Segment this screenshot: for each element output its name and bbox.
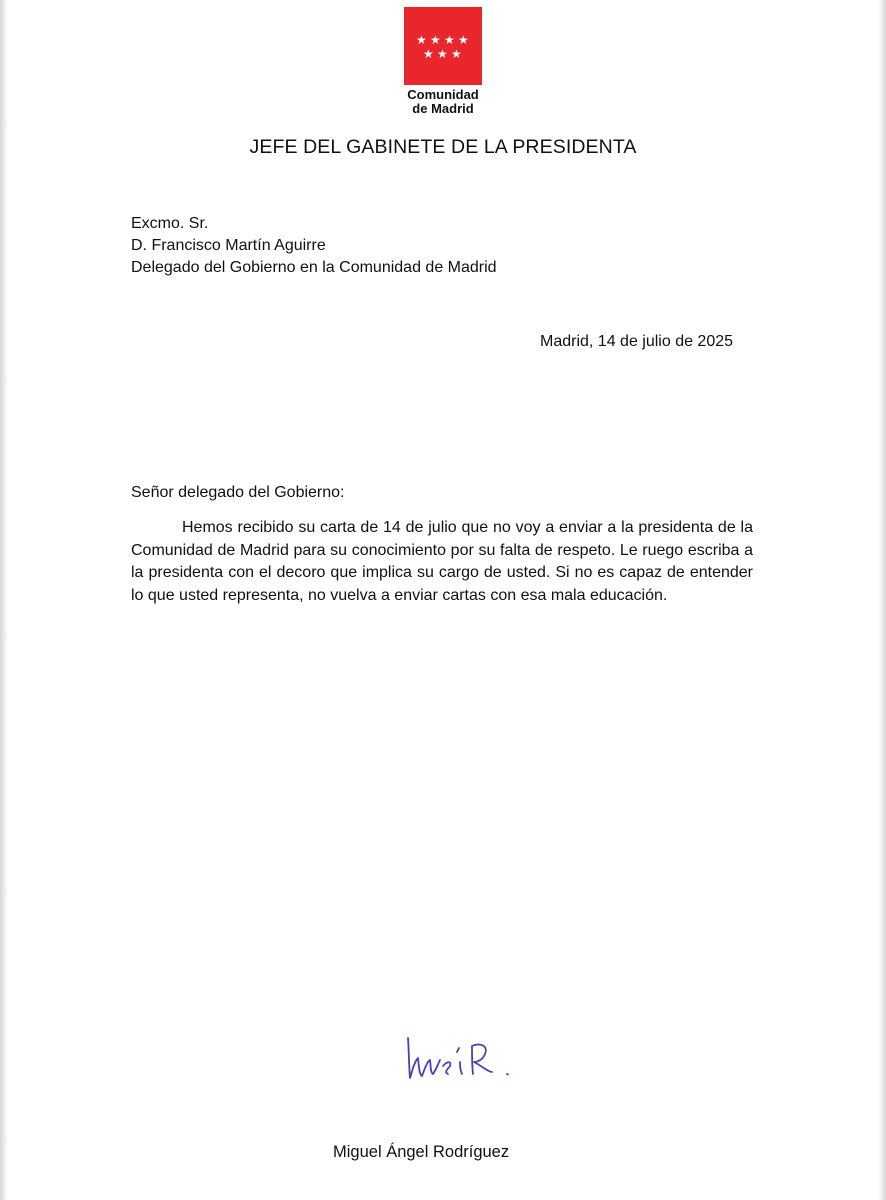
letter-heading: JEFE DEL GABINETE DE LA PRESIDENTA [249,136,637,158]
recipient-block [131,213,497,279]
svg-text:★: ★ [437,47,448,60]
recipient-name: D. Francisco Martín Aguirre [131,237,326,254]
svg-text:★: ★ [430,34,441,47]
recipient-title: Excmo. Sr. [131,215,209,232]
page-edge-left [0,0,8,1200]
logo-line-1: Comunidad [407,87,479,102]
svg-text:★: ★ [458,34,469,47]
signature-svg [400,1028,520,1108]
svg-text:★: ★ [423,47,434,60]
letter-body: Hemos recibido su carta de 14 de julio que no voy a enviar a la presidenta de la Comunidad de Madrid para su conocimiento por su falta de respeto. Le ruego escriba a la presidenta con el decoro que implica su cargo de usted. Si no es capaz de entender lo que usted representa, no vuelva a enviar cartas con esa mala educación. [131,519,753,604]
svg-text:★: ★ [416,34,427,47]
svg-text:★: ★ [444,34,455,47]
signer-name: Miguel Ángel Rodríguez [333,1143,510,1161]
salutation: Señor delegado del Gobierno: [131,484,345,501]
logo-stars-icon [416,34,472,63]
page-edge-right [878,0,886,1200]
svg-text:★: ★ [451,47,462,60]
logo-line-2: de Madrid [412,101,474,116]
logo-red-square [404,7,482,85]
comunidad-de-madrid-logo [404,7,482,116]
recipient-position: Delegado del Gobierno en la Comunidad de Madrid [131,259,497,276]
letter-date: Madrid, 14 de julio de 2025 [540,333,734,350]
handwritten-signature [400,1028,520,1108]
logo-text [404,88,482,116]
stars-svg [416,34,472,60]
